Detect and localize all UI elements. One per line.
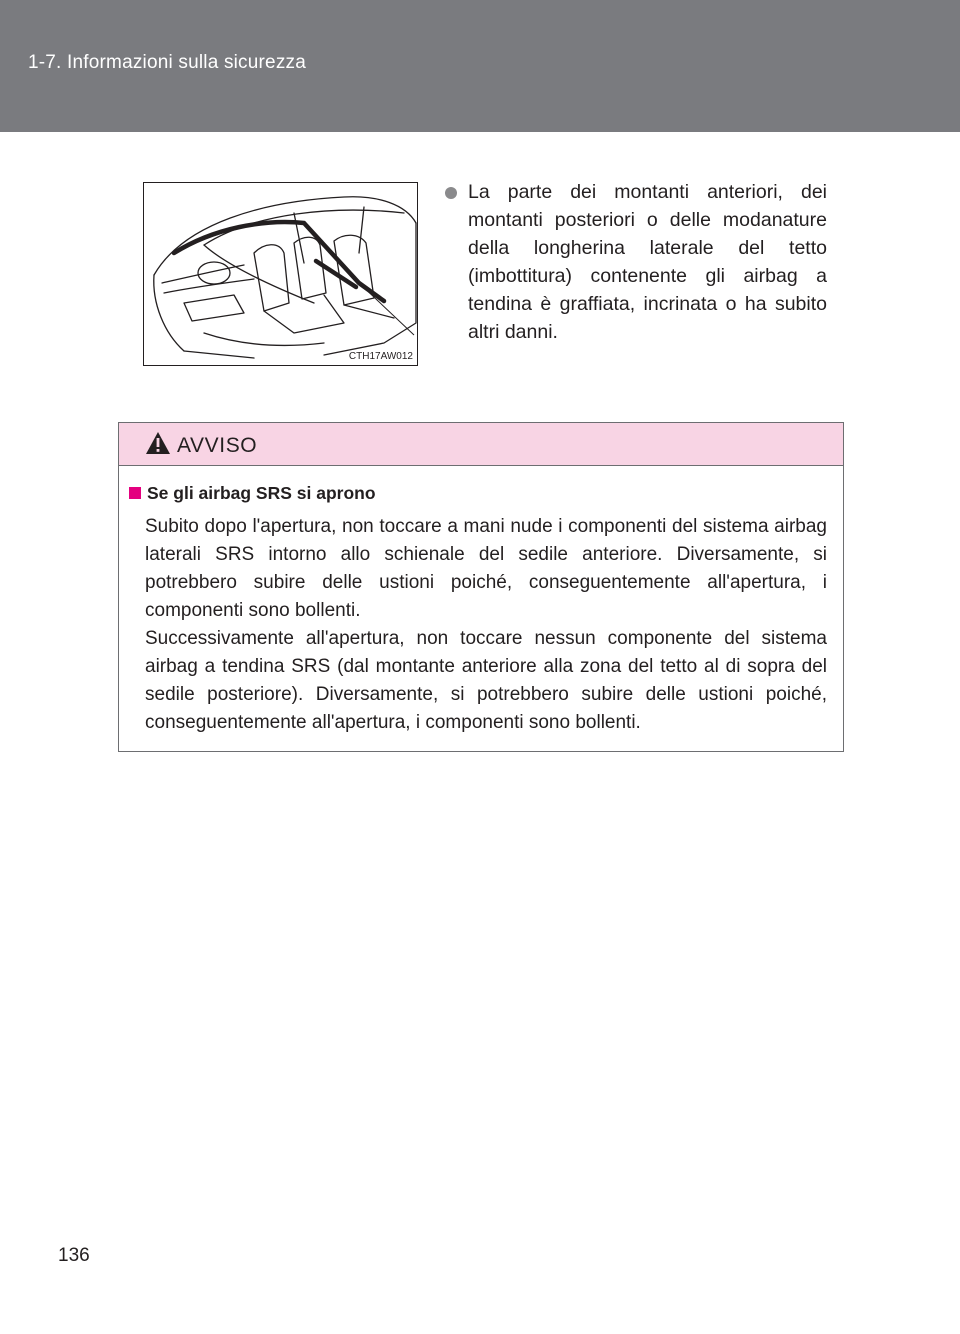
- warning-title: AVVISO: [177, 434, 258, 457]
- warning-subtitle-row: [129, 483, 376, 504]
- square-bullet-icon: [129, 487, 141, 499]
- warning-triangle-icon: [145, 431, 171, 455]
- page-header: [0, 0, 960, 132]
- warning-paragraph-2: Successivamente all'apertura, non toccare nessun componente del sistema airbag a tendina SRS (dal montante anteriore alla zona del tetto al di sopra del sedile posteriore). Diversamente, si potrebbero subire delle ustioni poiché, conseguentemente all'apertura, i componenti sono bollenti.: [145, 628, 827, 733]
- warning-subtitle: Se gli airbag SRS si aprono: [147, 483, 376, 503]
- warning-box: [118, 422, 844, 752]
- figure-code: CTH17AW012: [348, 351, 413, 362]
- car-interior-illustration: [143, 182, 418, 366]
- bullet-item: [445, 178, 827, 346]
- page-number: 136: [58, 1245, 90, 1266]
- bullet-dot-icon: [445, 187, 457, 199]
- airbag-curtain-diagram: [144, 183, 418, 366]
- warning-paragraph-1: Subito dopo l'apertura, non toccare a mani nude i componenti del sistema airbag laterali SRS intorno allo schienale del sedile anteriore. Diversamente, si potrebbero subire delle ustioni poiché, conseguentemente all'apertura, i componenti sono bollenti.: [145, 516, 827, 621]
- bullet-text: La parte dei montanti anteriori, dei montanti posteriori o delle modanature della longherina laterale del tetto (imbottitura) contenente gli airbag a tendina è graffiata, incrinata o ha subito altri danni.: [468, 181, 827, 343]
- section-title: 1-7. Informazioni sulla sicurezza: [28, 52, 306, 73]
- warning-header: [119, 423, 843, 466]
